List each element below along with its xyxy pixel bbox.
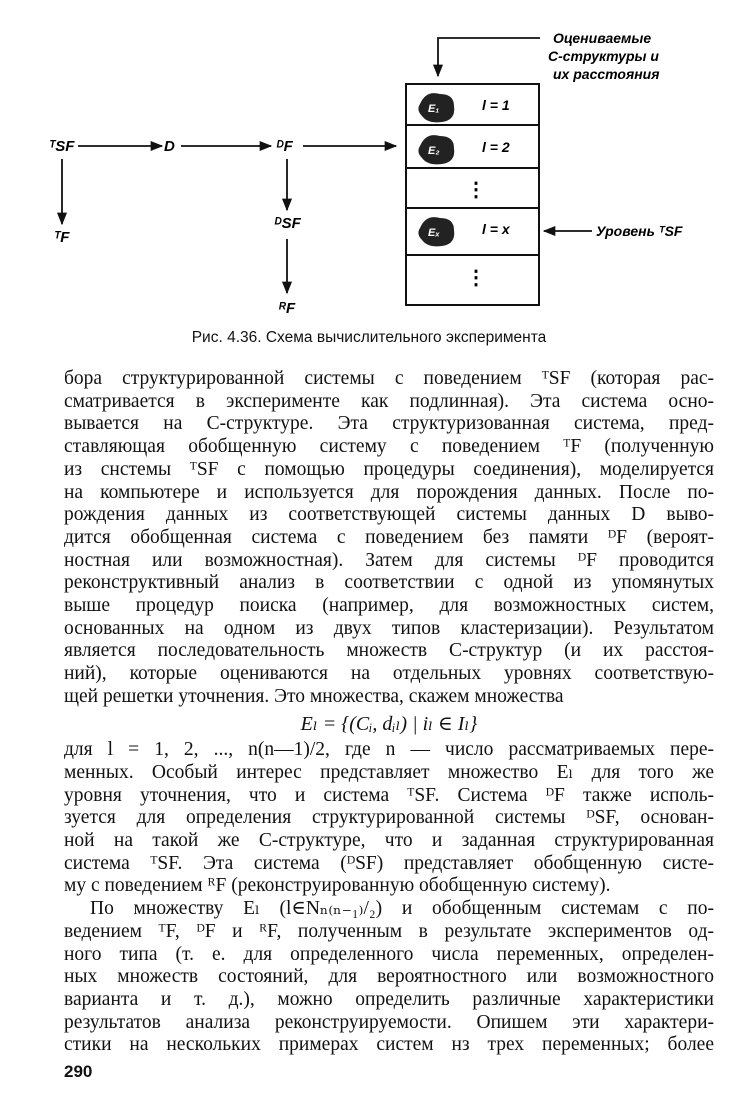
- text-line: ной на такой же С-структуре, что и заданная структурированная: [64, 830, 714, 852]
- text-line: на компьютере и используется для порождения данных. После по-: [64, 481, 714, 503]
- level-x-label: l = x: [482, 221, 510, 237]
- paragraph-1: [64, 368, 714, 709]
- text-line: ных множеств состояний, для вероятностного или возможностного: [64, 966, 714, 988]
- paragraph-3: [64, 898, 714, 1057]
- text-line: щей решетки уточнения. Это множества, скажем множества: [64, 685, 564, 707]
- text-line: выше процедур поиска (например, для возможностных систем,: [64, 595, 714, 617]
- text-line: му с поведением ᴿF (реконструированную обобщенную систему).: [64, 875, 611, 897]
- diagram: [0, 0, 738, 330]
- figure-caption: Рис. 4.36. Схема вычислительного эксперимента: [191, 329, 547, 346]
- paragraph-2: [64, 739, 714, 898]
- text-line: реконструктивный анализ в соответствии с одной из упомянутых: [64, 572, 714, 594]
- text-line: является последовательность множеств С-структур (и их расстоя-: [64, 640, 714, 662]
- level-dots-1: ⋮: [466, 179, 486, 201]
- node-dsf: ᴰSF: [274, 215, 301, 232]
- node-tsf: ᵀSF: [49, 138, 75, 155]
- annotation-right: Уровень ᵀSF: [596, 223, 683, 239]
- text-line: бора структурированной системы с поведением ᵀSF (которая рас-: [64, 368, 714, 389]
- text-line: дится обобщенная система с поведением без памяти ᴰF (вероят-: [64, 526, 714, 548]
- level-dots-2: ⋮: [466, 267, 486, 289]
- text-line: результатов анализа реконструируемости. Опишем эти характери-: [64, 1011, 714, 1033]
- svg-text:Eₓ: Eₓ: [428, 227, 440, 239]
- text-line: ставляющая обобщенную систему с поведением ᵀF (полученную: [64, 436, 714, 458]
- body-text: [64, 368, 714, 1057]
- text-line: рождения данных из соответствующей системы данных D выво-: [64, 504, 714, 526]
- node-d: D: [164, 138, 175, 155]
- text-line: ностная или возможностная). Затем для системы ᴰF проводится: [64, 549, 714, 571]
- level-2-icon: [418, 135, 454, 164]
- annotation-top-arrow: [438, 38, 540, 76]
- annotation-top-line-3: их расстояния: [553, 66, 660, 82]
- text-line: менных. Особый интерес представляет множество Eₗ для того же: [64, 761, 714, 783]
- node-rf: ᴿF: [278, 300, 296, 317]
- text-line: варианта и т. д.), можно определить различные характеристики: [64, 988, 714, 1010]
- text-line: сматривается в эксперименте как подлинная). Эта система осно-: [64, 390, 714, 412]
- text-line: ний), которые оцениваются на отдельных уровнях соответствую-: [64, 663, 714, 685]
- text-line: основанных на одном из двух типов кластеризации). Результатом: [64, 617, 714, 639]
- text-line: вывается на С-структуре. Эта структуризованная система, пред-: [64, 413, 714, 435]
- text-line: стики на нескольких примерах систем нз трех переменных; более: [64, 1034, 714, 1056]
- annotation-top-line-2: С-структуры и: [548, 48, 659, 64]
- svg-text:E₂: E₂: [428, 145, 440, 157]
- text-line: из снстемы ᵀSF с помощью процедуры соединения), моделируется: [64, 458, 714, 480]
- node-tf: ᵀF: [54, 229, 70, 246]
- text-line: По множеству Eₗ (l∈Nₙ₍ₙ₋₁₎/₂) и обобщенным системам с по-: [90, 898, 714, 920]
- level-1-icon: [418, 93, 454, 122]
- text-line: уровня уточнения, что и система ᵀSF. Система ᴰF также исполь-: [64, 784, 714, 806]
- svg-text:E₁: E₁: [428, 103, 440, 115]
- formula: Eₗ = {(Cᵢ, dᵢₗ) | iₗ ∈ Iₗ}: [300, 712, 478, 735]
- text-line: ведением ᵀF, ᴰF и ᴿF, полученным в результате экспериментов од-: [64, 920, 714, 942]
- page-number: 290: [64, 1062, 93, 1081]
- text-line: ного типа (т. е. для определенного числа переменных, определен-: [64, 943, 714, 965]
- level-1-label: l = 1: [482, 97, 510, 113]
- annotation-top-line-1: Оцениваемые: [553, 30, 652, 46]
- level-2-label: l = 2: [482, 139, 510, 155]
- text-line: система ᵀSF. Эта система (ᴰSF) представляет обобщенную систе-: [64, 852, 714, 874]
- text-line: зуется для определения структурированной системы ᴰSF, основан-: [64, 807, 714, 829]
- level-x-icon: [418, 217, 454, 246]
- node-df: ᴰF: [276, 138, 293, 155]
- text-line: для l = 1, 2, ..., n(n—1)/2, где n — число рассматриваемых пере-: [64, 739, 714, 761]
- figure: [0, 0, 738, 330]
